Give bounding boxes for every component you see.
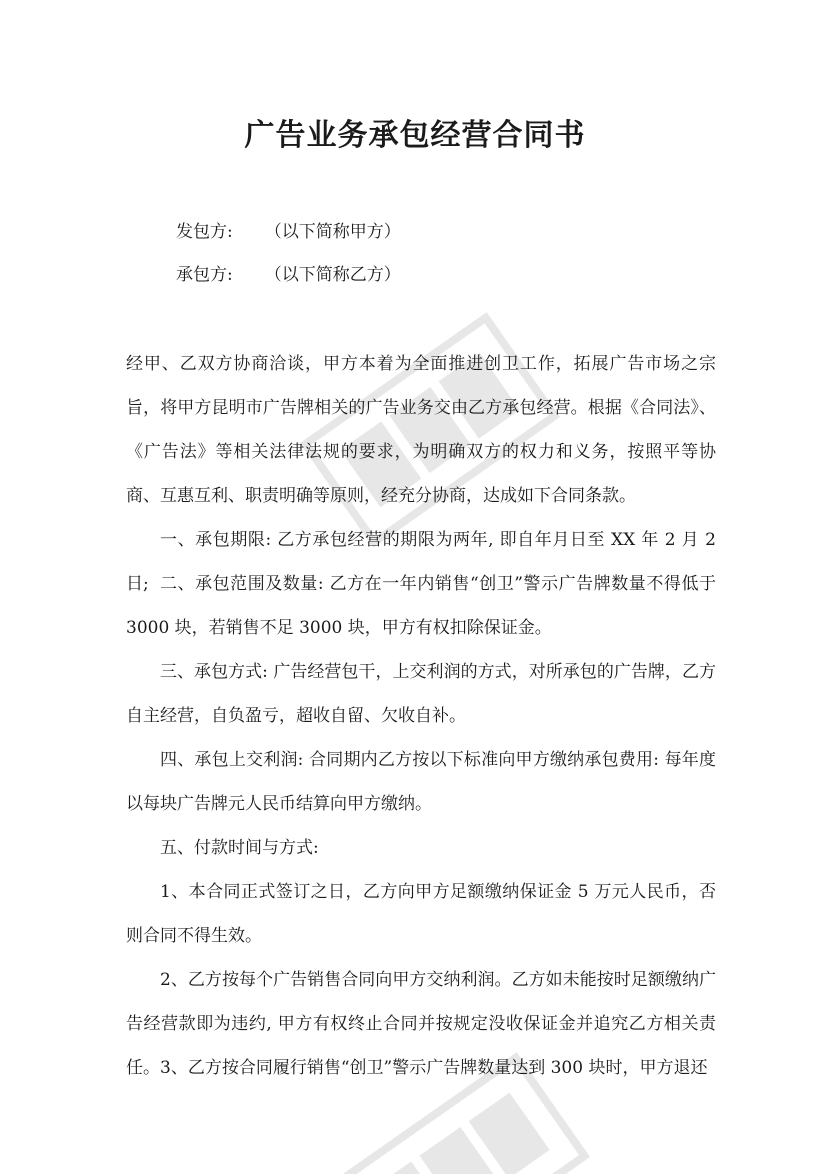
party-a-label: 发包方: [176, 222, 233, 242]
party-b-note: （以下简称乙方） [264, 265, 401, 285]
document-title: 广告业务承包经营合同书 [244, 118, 586, 153]
clause-method: 三、承包方式: 广告经营包干，上交利润的方式，对所承包的广告牌，乙方自主经营，自负盈亏，超收自留、欠收自补。 [126, 662, 716, 726]
clause-term: 一、承包期限: 乙方承包经营的期限为两年, 即自年月日至 XX 年 2 月 2 日; [126, 530, 716, 594]
clause-payment-3: 3、乙方按合同履行销售“创卫”警示广告牌数量达到 300 块时，甲方退还 [160, 1058, 708, 1078]
party-a-note: （以下简称甲方） [264, 222, 401, 242]
party-b-line [176, 263, 401, 287]
clause-payment-heading: 五、付款时间与方式: [160, 838, 319, 858]
party-b-label: 承包方: [176, 265, 233, 285]
clause-scope: 二、承包范围及数量: 乙方在一年内销售“创卫”警示广告牌数量不得低于 3000 块，若销售不足 3000 块，甲方有权扣除保证金。 [126, 574, 716, 638]
clause-payment-2: 2、乙方按每个广告销售合同向甲方交纳利润。乙方如未能按时足额缴纳广告经营款即为违约, 甲方有权终止合同并按规定没收保证金并追究乙方相关责任。 [126, 970, 716, 1078]
clause-payment-1: 1、本合同正式签订之日，乙方向甲方足额缴纳保证金 5 万元人民币，否则合同不得生效。 [126, 882, 716, 946]
intro-paragraph: 经甲、乙双方协商洽谈，甲方本着为全面推进创卫工作，拓展广告市场之宗旨，将甲方昆明市广告牌相关的广告业务交由乙方承包经营。根据《合同法》、《广告法》等相关法律法规的要求，为明确双方的权力和义务，按照平等协商、互惠互利、职责明确等原则，经充分协商，达成如下合同条款。 [126, 354, 716, 506]
party-a-line [176, 220, 401, 244]
clause-profit: 四、承包上交利润: 合同期内乙方按以下标准向甲方缴纳承包费用: 每年度以每块广告牌元人民币结算向甲方缴纳。 [126, 750, 716, 814]
